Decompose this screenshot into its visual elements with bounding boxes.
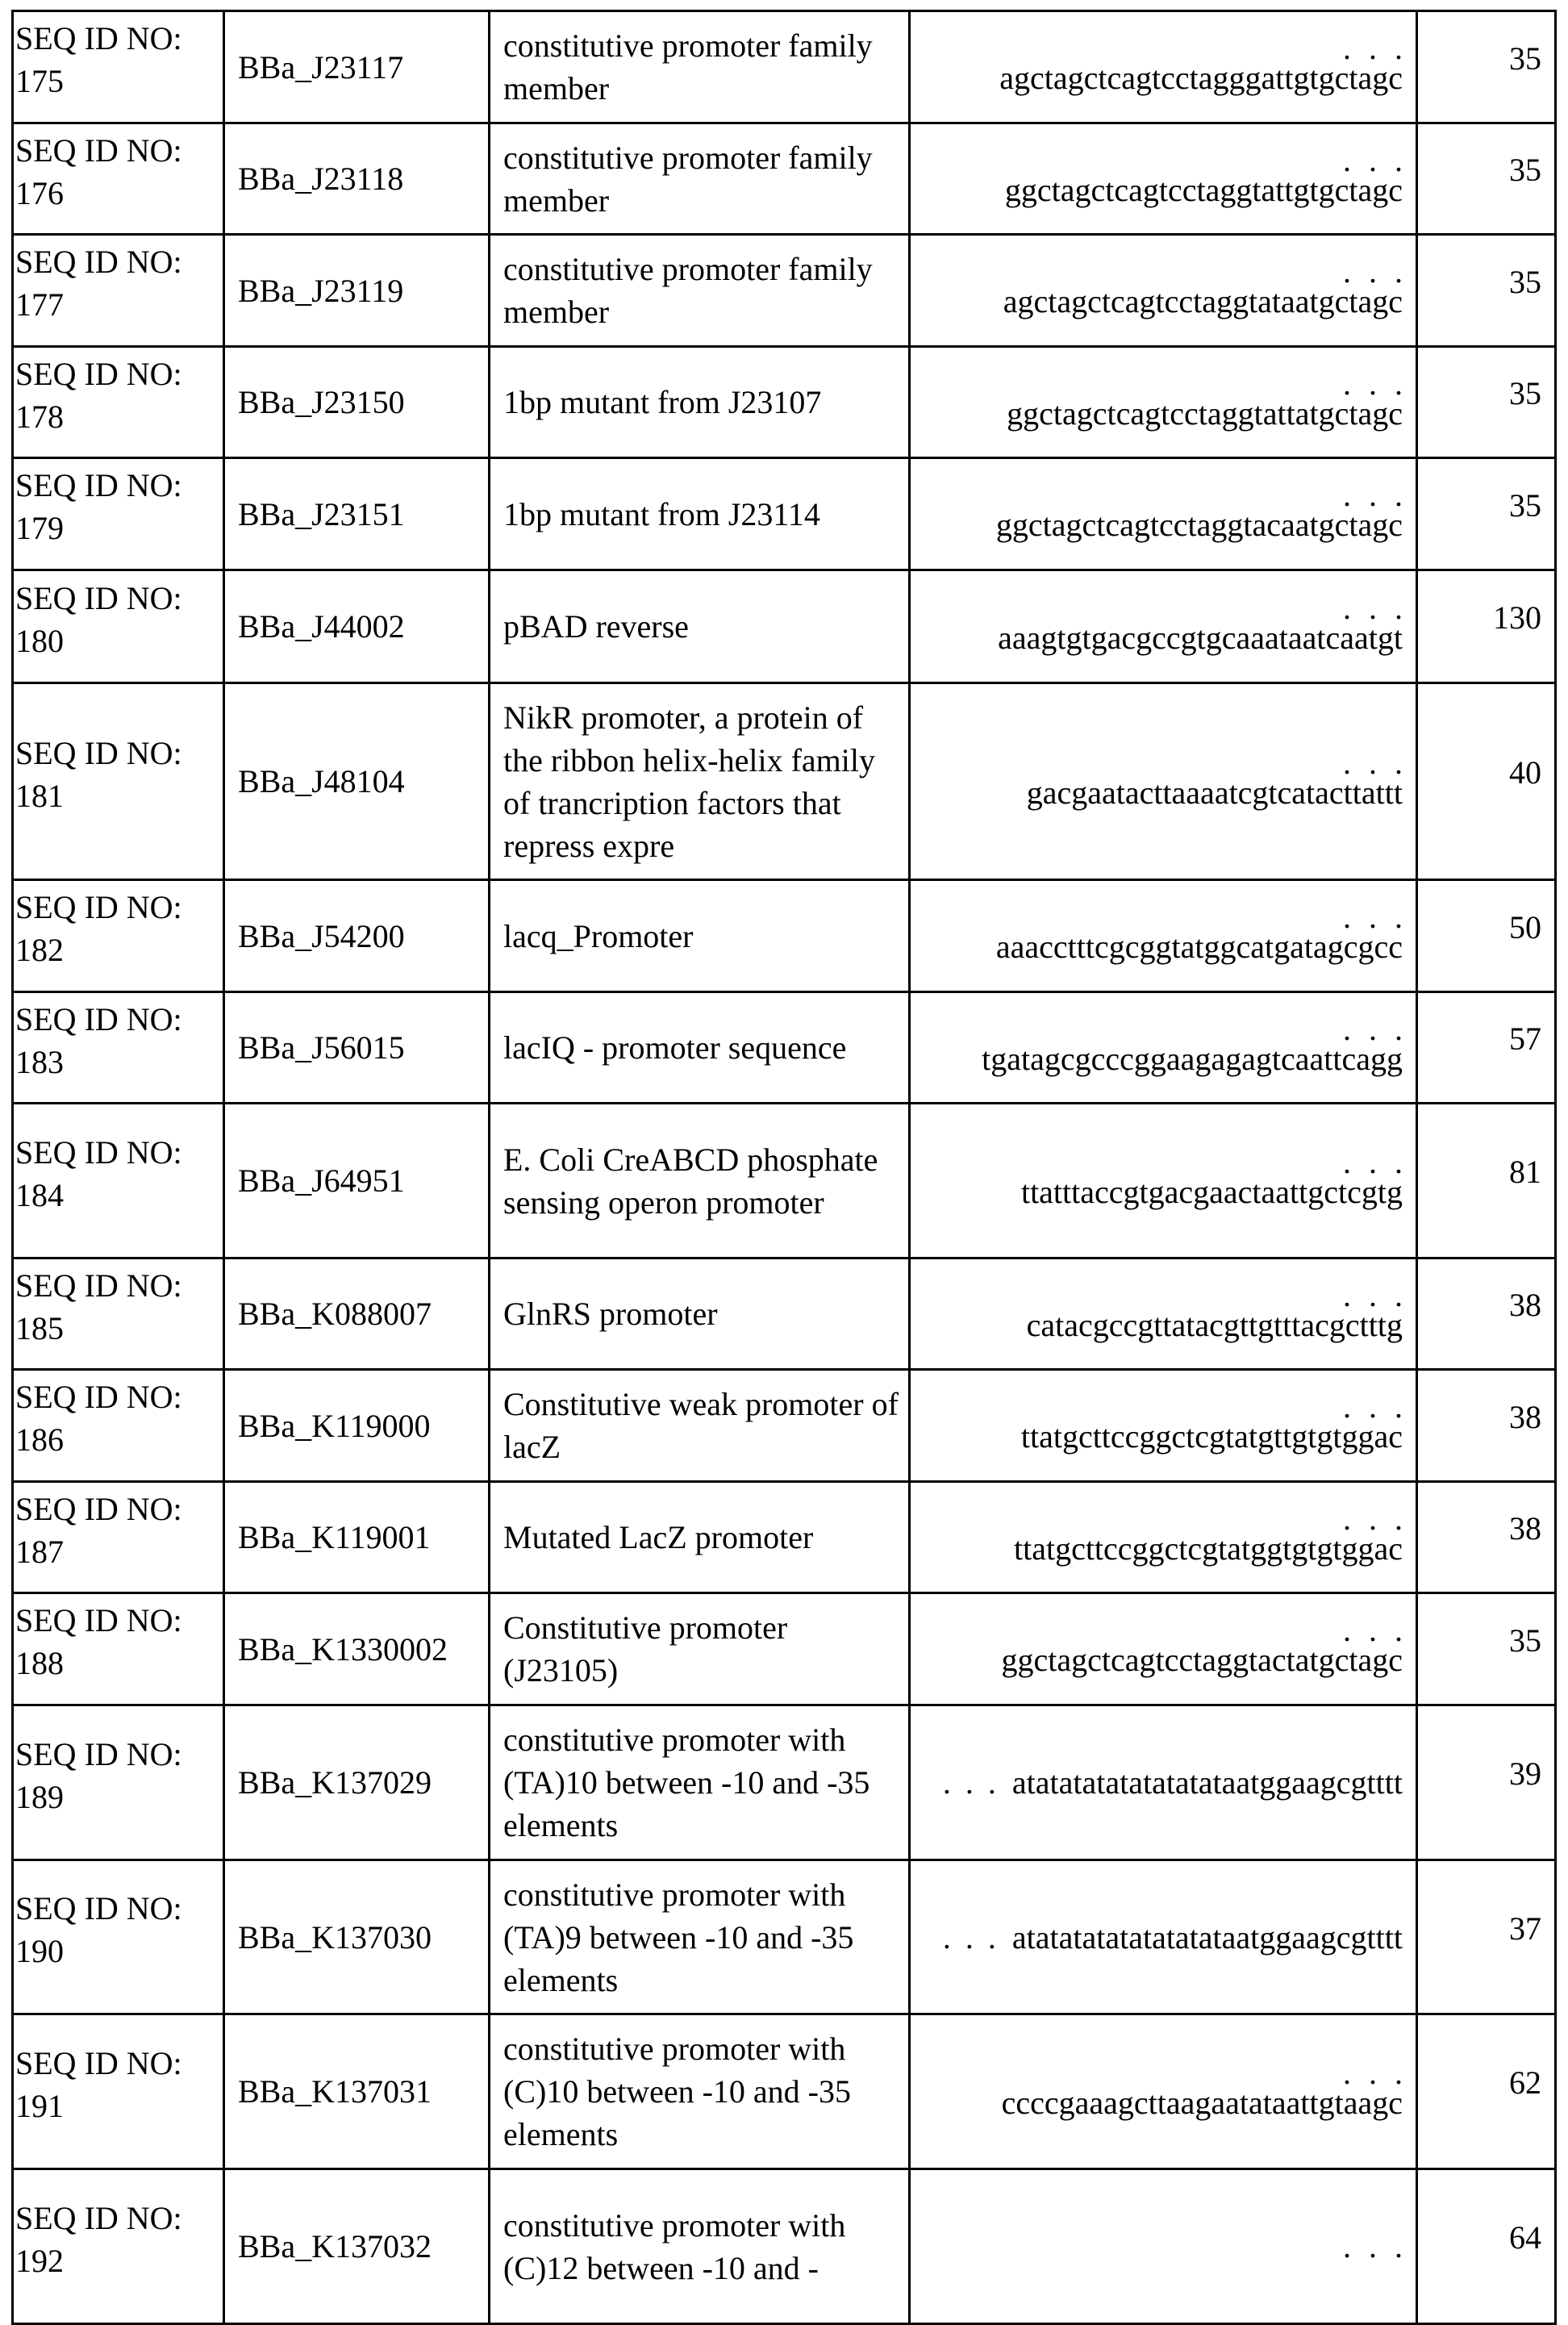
- part-name-cell: [224, 1860, 490, 2014]
- sequence-text: agctagctcagtcctagggattgtgctagc: [999, 60, 1403, 96]
- part-name-cell: [224, 1104, 490, 1259]
- table-row: [13, 992, 1556, 1104]
- sequence-text: atatatatatatatatataatggaagcgtttt: [1011, 1764, 1403, 1801]
- table-row: [13, 1705, 1556, 1860]
- length-cell: [1417, 683, 1556, 880]
- seq-id-cell: [13, 235, 224, 347]
- length-value: 39: [1509, 1755, 1541, 1792]
- ellipsis-prefix: . . .: [1343, 589, 1407, 626]
- ellipsis-prefix: . . .: [1343, 30, 1407, 66]
- sequence-cell: [910, 11, 1417, 123]
- seq-id-cell: [13, 1593, 224, 1705]
- ellipsis-prefix: . . .: [1343, 477, 1407, 513]
- ellipsis-prefix: . . .: [1343, 2054, 1407, 2091]
- description: Constitutive weak promoter of lacZ: [503, 1386, 899, 1465]
- part-name: BBa_J23118: [238, 161, 404, 197]
- sequence-cell: [910, 458, 1417, 570]
- description: lacIQ - promoter sequence: [503, 1029, 847, 1066]
- description: GlnRS promoter: [503, 1296, 718, 1332]
- length-cell: [1417, 1104, 1556, 1259]
- description-cell: [490, 992, 910, 1104]
- table-row: [13, 1593, 1556, 1705]
- length-cell: [1417, 347, 1556, 458]
- seq-id-number: 191: [15, 2087, 64, 2124]
- seq-id-number: 183: [15, 1043, 64, 1080]
- seq-id-cell: [13, 347, 224, 458]
- seq-id-label: SEQ ID NO:: [15, 2199, 182, 2236]
- seq-id-number: 182: [15, 932, 64, 968]
- seq-id-cell: [13, 458, 224, 570]
- seq-id-cell: [13, 123, 224, 235]
- seq-id-label: SEQ ID NO:: [15, 2044, 182, 2081]
- part-name-cell: [224, 11, 490, 123]
- length-value: 35: [1509, 1622, 1541, 1659]
- length-cell: [1417, 123, 1556, 235]
- ellipsis-prefix: . . .: [1343, 2227, 1407, 2264]
- sequence-text: aaacctttcgcggtatggcatgatagcgcc: [995, 929, 1403, 965]
- part-name-cell: [224, 1370, 490, 1482]
- ellipsis-prefix: . . .: [1343, 141, 1407, 178]
- part-name: BBa_J23150: [238, 384, 405, 420]
- part-name: BBa_J23117: [238, 48, 404, 86]
- seq-id-label: SEQ ID NO:: [15, 467, 182, 503]
- description-cell: [490, 2014, 910, 2169]
- length-value: 62: [1509, 2064, 1541, 2101]
- seq-id-cell: [13, 1370, 224, 1482]
- table-row: [13, 2169, 1556, 2324]
- seq-id-label: SEQ ID NO:: [15, 244, 182, 280]
- description: Mutated LacZ promoter: [503, 1519, 814, 1555]
- seq-id-cell: [13, 1860, 224, 2014]
- table-row: [13, 458, 1556, 570]
- sequence-text: tgatagcgcccggaagagagtcaattcagg: [982, 1040, 1403, 1077]
- description-cell: [490, 123, 910, 235]
- seq-id-cell: [13, 683, 224, 880]
- sequence-text: catacgccgttatacgttgtttacgctttg: [1026, 1306, 1403, 1343]
- seq-id-cell: [13, 11, 224, 123]
- seq-id-number: 176: [15, 174, 64, 211]
- sequence-text: ttatttaccgtgacgaactaattgctcgtg: [1020, 1173, 1403, 1210]
- sequence-cell: [910, 347, 1417, 458]
- seq-id-cell: [13, 1259, 224, 1370]
- part-name: BBa_J64951: [238, 1162, 405, 1199]
- part-name: BBa_K119001: [238, 1519, 431, 1555]
- sequence-cell: [910, 880, 1417, 992]
- part-name: BBa_K137030: [238, 1918, 432, 1956]
- sequence-text: ttatgcttccggctcgtatgttgtgtggac: [1020, 1418, 1403, 1455]
- description: constitutive promoter family member: [503, 27, 873, 106]
- sequence-text: ggctagctcagtcctaggtacaatgctagc: [995, 507, 1403, 543]
- part-name-cell: [224, 683, 490, 880]
- part-name-cell: [224, 2169, 490, 2324]
- seq-id-number: 179: [15, 510, 64, 546]
- length-value: 40: [1509, 754, 1541, 791]
- sequence-text: ggctagctcagtcctaggtattgtgctagc: [1004, 171, 1403, 208]
- sequence-cell: [910, 1370, 1417, 1482]
- length-value: 57: [1509, 1021, 1541, 1057]
- sequence-cell: [910, 1482, 1417, 1593]
- description-cell: [490, 347, 910, 458]
- seq-id-label: SEQ ID NO:: [15, 1133, 182, 1171]
- description-cell: [490, 1370, 910, 1482]
- ellipsis-prefix: . . .: [1343, 1500, 1407, 1537]
- part-name-cell: [224, 1705, 490, 1860]
- sequence-text: ggctagctcagtcctaggtattatgctagc: [1007, 394, 1403, 432]
- part-name: BBa_K119000: [238, 1407, 431, 1444]
- part-name-cell: [224, 1593, 490, 1705]
- seq-id-cell: [13, 570, 224, 683]
- description-cell: [490, 235, 910, 347]
- sequence-cell: [910, 1259, 1417, 1370]
- seq-id-label: SEQ ID NO:: [15, 1735, 182, 1772]
- seq-id-number: 181: [15, 777, 64, 814]
- description: constitutive promoter with (TA)9 between -10 and -35 elements: [503, 1876, 854, 1998]
- ellipsis-prefix: . . .: [1343, 1388, 1407, 1425]
- part-name: BBa_K137029: [238, 1764, 432, 1801]
- length-value: 81: [1509, 1154, 1541, 1190]
- description-cell: [490, 2169, 910, 2324]
- sequence-table: [11, 10, 1557, 2325]
- description: NikR promoter, a protein of the ribbon helix-helix family of trancription factors that repress expre: [503, 699, 875, 864]
- part-name: BBa_K088007: [238, 1296, 432, 1332]
- seq-id-label: SEQ ID NO:: [15, 1267, 182, 1304]
- description-cell: [490, 1482, 910, 1593]
- seq-id-cell: [13, 2014, 224, 2169]
- seq-id-number: 189: [15, 1778, 64, 1815]
- description-cell: [490, 683, 910, 880]
- length-value: 130: [1493, 599, 1541, 636]
- ellipsis-prefix: . . .: [1343, 365, 1407, 402]
- length-value: 35: [1509, 152, 1541, 188]
- length-value: 50: [1509, 908, 1541, 945]
- part-name-cell: [224, 123, 490, 235]
- seq-id-cell: [13, 1705, 224, 1860]
- length-cell: [1417, 1482, 1556, 1593]
- seq-id-label: SEQ ID NO:: [15, 1890, 182, 1926]
- part-name-cell: [224, 2014, 490, 2169]
- table-row: [13, 123, 1556, 235]
- part-name: BBa_J23151: [238, 495, 405, 532]
- sequence-cell: [910, 123, 1417, 235]
- seq-id-label: SEQ ID NO:: [15, 355, 182, 392]
- part-name: BBa_J44002: [238, 608, 405, 645]
- length-value: 38: [1509, 1510, 1541, 1547]
- length-cell: [1417, 11, 1556, 123]
- seq-id-label: SEQ ID NO:: [15, 579, 182, 616]
- seq-id-label: SEQ ID NO:: [15, 734, 182, 771]
- sequence-cell: [910, 1593, 1417, 1705]
- length-value: 37: [1509, 1910, 1541, 1947]
- ellipsis-prefix: . . .: [1343, 253, 1407, 290]
- description-cell: [490, 458, 910, 570]
- sequence-cell: [910, 1860, 1417, 2014]
- description: constitutive promoter with (C)12 between -10 and -: [503, 2206, 846, 2286]
- length-value: 38: [1509, 1398, 1541, 1435]
- part-name: BBa_K137031: [238, 2073, 432, 2110]
- sequence-cell: [910, 235, 1417, 347]
- part-name: BBa_J54200: [238, 917, 405, 954]
- length-value: 35: [1509, 263, 1541, 300]
- seq-id-cell: [13, 1104, 224, 1259]
- length-cell: [1417, 992, 1556, 1104]
- description: constitutive promoter with (C)10 between -10 and -35 elements: [503, 2031, 851, 2152]
- seq-id-number: 188: [15, 1645, 64, 1681]
- seq-id-label: SEQ ID NO:: [15, 1379, 182, 1415]
- length-cell: [1417, 1259, 1556, 1370]
- length-cell: [1417, 1705, 1556, 1860]
- description: lacq_Promoter: [503, 917, 694, 954]
- ellipsis-prefix: . . .: [1343, 1143, 1407, 1180]
- description-cell: [490, 880, 910, 992]
- seq-id-cell: [13, 2169, 224, 2324]
- table-row: [13, 570, 1556, 683]
- seq-id-number: 192: [15, 2242, 64, 2279]
- length-cell: [1417, 2169, 1556, 2324]
- part-name-cell: [224, 235, 490, 347]
- length-value: 35: [1509, 375, 1541, 411]
- length-value: 35: [1509, 486, 1541, 524]
- ellipsis-prefix: . . .: [1343, 1010, 1407, 1047]
- seq-id-label: SEQ ID NO:: [15, 1602, 182, 1638]
- ellipsis-prefix: . . .: [1343, 744, 1407, 781]
- seq-id-cell: [13, 880, 224, 992]
- description: pBAD reverse: [503, 608, 689, 645]
- table-row: [13, 11, 1556, 123]
- table-row: [13, 1259, 1556, 1370]
- seq-id-number: 184: [15, 1176, 64, 1213]
- seq-id-number: 187: [15, 1533, 64, 1570]
- part-name: BBa_K137032: [238, 2228, 432, 2264]
- length-cell: [1417, 235, 1556, 347]
- sequence-text: aaagtgtgacgccgtgcaaataatcaatgt: [998, 619, 1403, 656]
- sequence-cell: [910, 2014, 1417, 2169]
- part-name-cell: [224, 570, 490, 683]
- description-cell: [490, 1860, 910, 2014]
- ellipsis-prefix: . . .: [942, 1764, 999, 1801]
- table-row: [13, 2014, 1556, 2169]
- seq-id-number: 186: [15, 1421, 64, 1458]
- description: constitutive promoter with (TA)10 between -10 and -35 elements: [503, 1722, 870, 1843]
- sequence-text: ttatgcttccggctcgtatggtgtgtggac: [1013, 1530, 1403, 1567]
- ellipsis-prefix: . . .: [1343, 1612, 1407, 1648]
- seq-id-number: 180: [15, 622, 64, 659]
- length-value: 38: [1509, 1287, 1541, 1323]
- seq-id-number: 175: [15, 63, 64, 99]
- description: constitutive promoter family member: [503, 139, 873, 219]
- seq-id-number: 190: [15, 1933, 64, 1969]
- description-cell: [490, 570, 910, 683]
- description-cell: [490, 1593, 910, 1705]
- part-name-cell: [224, 347, 490, 458]
- table-row: [13, 683, 1556, 880]
- sequence-table-body: [13, 11, 1556, 2324]
- description: E. Coli CreABCD phosphate sensing operon promoter: [503, 1141, 878, 1221]
- part-name: BBa_J23119: [238, 272, 404, 309]
- length-cell: [1417, 880, 1556, 992]
- description: Constitutive promoter (J23105): [503, 1609, 788, 1688]
- part-name-cell: [224, 992, 490, 1104]
- seq-id-number: 185: [15, 1309, 64, 1346]
- part-name: BBa_J56015: [238, 1029, 405, 1066]
- seq-id-number: 177: [15, 286, 64, 323]
- seq-id-label: SEQ ID NO:: [15, 889, 182, 925]
- part-name: BBa_K1330002: [238, 1630, 448, 1668]
- sequence-text: ccccgaaagcttaagaatataattgtaagc: [1001, 2084, 1403, 2121]
- seq-id-cell: [13, 1482, 224, 1593]
- sequence-cell: [910, 683, 1417, 880]
- description: 1bp mutant from J23114: [503, 495, 820, 532]
- length-cell: [1417, 458, 1556, 570]
- part-name-cell: [224, 1482, 490, 1593]
- ellipsis-prefix: . . .: [1343, 899, 1407, 935]
- length-value: 35: [1509, 40, 1541, 77]
- table-row: [13, 1860, 1556, 2014]
- table-row: [13, 347, 1556, 458]
- part-name: BBa_J48104: [238, 763, 405, 799]
- table-row: [13, 1104, 1556, 1259]
- sequence-text: atatatatatatatatataatggaagcgtttt: [1011, 1918, 1403, 1956]
- seq-id-label: SEQ ID NO:: [15, 1000, 182, 1037]
- sequence-cell: [910, 1104, 1417, 1259]
- sequence-text: agctagctcagtcctaggtataatgctagc: [1003, 283, 1403, 319]
- sequence-cell: [910, 992, 1417, 1104]
- part-name-cell: [224, 458, 490, 570]
- description-cell: [490, 11, 910, 123]
- seq-id-label: SEQ ID NO:: [15, 131, 182, 169]
- length-cell: [1417, 1593, 1556, 1705]
- sequence-text: gacgaatacttaaaatcgtcatacttattt: [1026, 774, 1403, 811]
- part-name-cell: [224, 880, 490, 992]
- seq-id-cell: [13, 992, 224, 1104]
- length-cell: [1417, 570, 1556, 683]
- sequence-cell: [910, 570, 1417, 683]
- length-cell: [1417, 1860, 1556, 2014]
- seq-id-label: SEQ ID NO:: [15, 20, 182, 56]
- ellipsis-prefix: . . .: [1343, 1276, 1407, 1313]
- description-cell: [490, 1705, 910, 1860]
- length-cell: [1417, 2014, 1556, 2169]
- part-name-cell: [224, 1259, 490, 1370]
- length-value: 64: [1509, 2219, 1541, 2256]
- table-row: [13, 1370, 1556, 1482]
- table-row: [13, 880, 1556, 992]
- length-cell: [1417, 1370, 1556, 1482]
- description-cell: [490, 1104, 910, 1259]
- ellipsis-prefix: . . .: [942, 1918, 999, 1956]
- description: constitutive promoter family member: [503, 251, 873, 330]
- table-row: [13, 1482, 1556, 1593]
- sequence-cell: [910, 1705, 1417, 1860]
- seq-id-label: SEQ ID NO:: [15, 1490, 182, 1527]
- sequence-text: ggctagctcagtcctaggtactatgctagc: [1001, 1642, 1403, 1678]
- description: 1bp mutant from J23107: [503, 384, 822, 420]
- table-row: [13, 235, 1556, 347]
- sequence-cell: [910, 2169, 1417, 2324]
- description-cell: [490, 1259, 910, 1370]
- seq-id-number: 178: [15, 398, 64, 435]
